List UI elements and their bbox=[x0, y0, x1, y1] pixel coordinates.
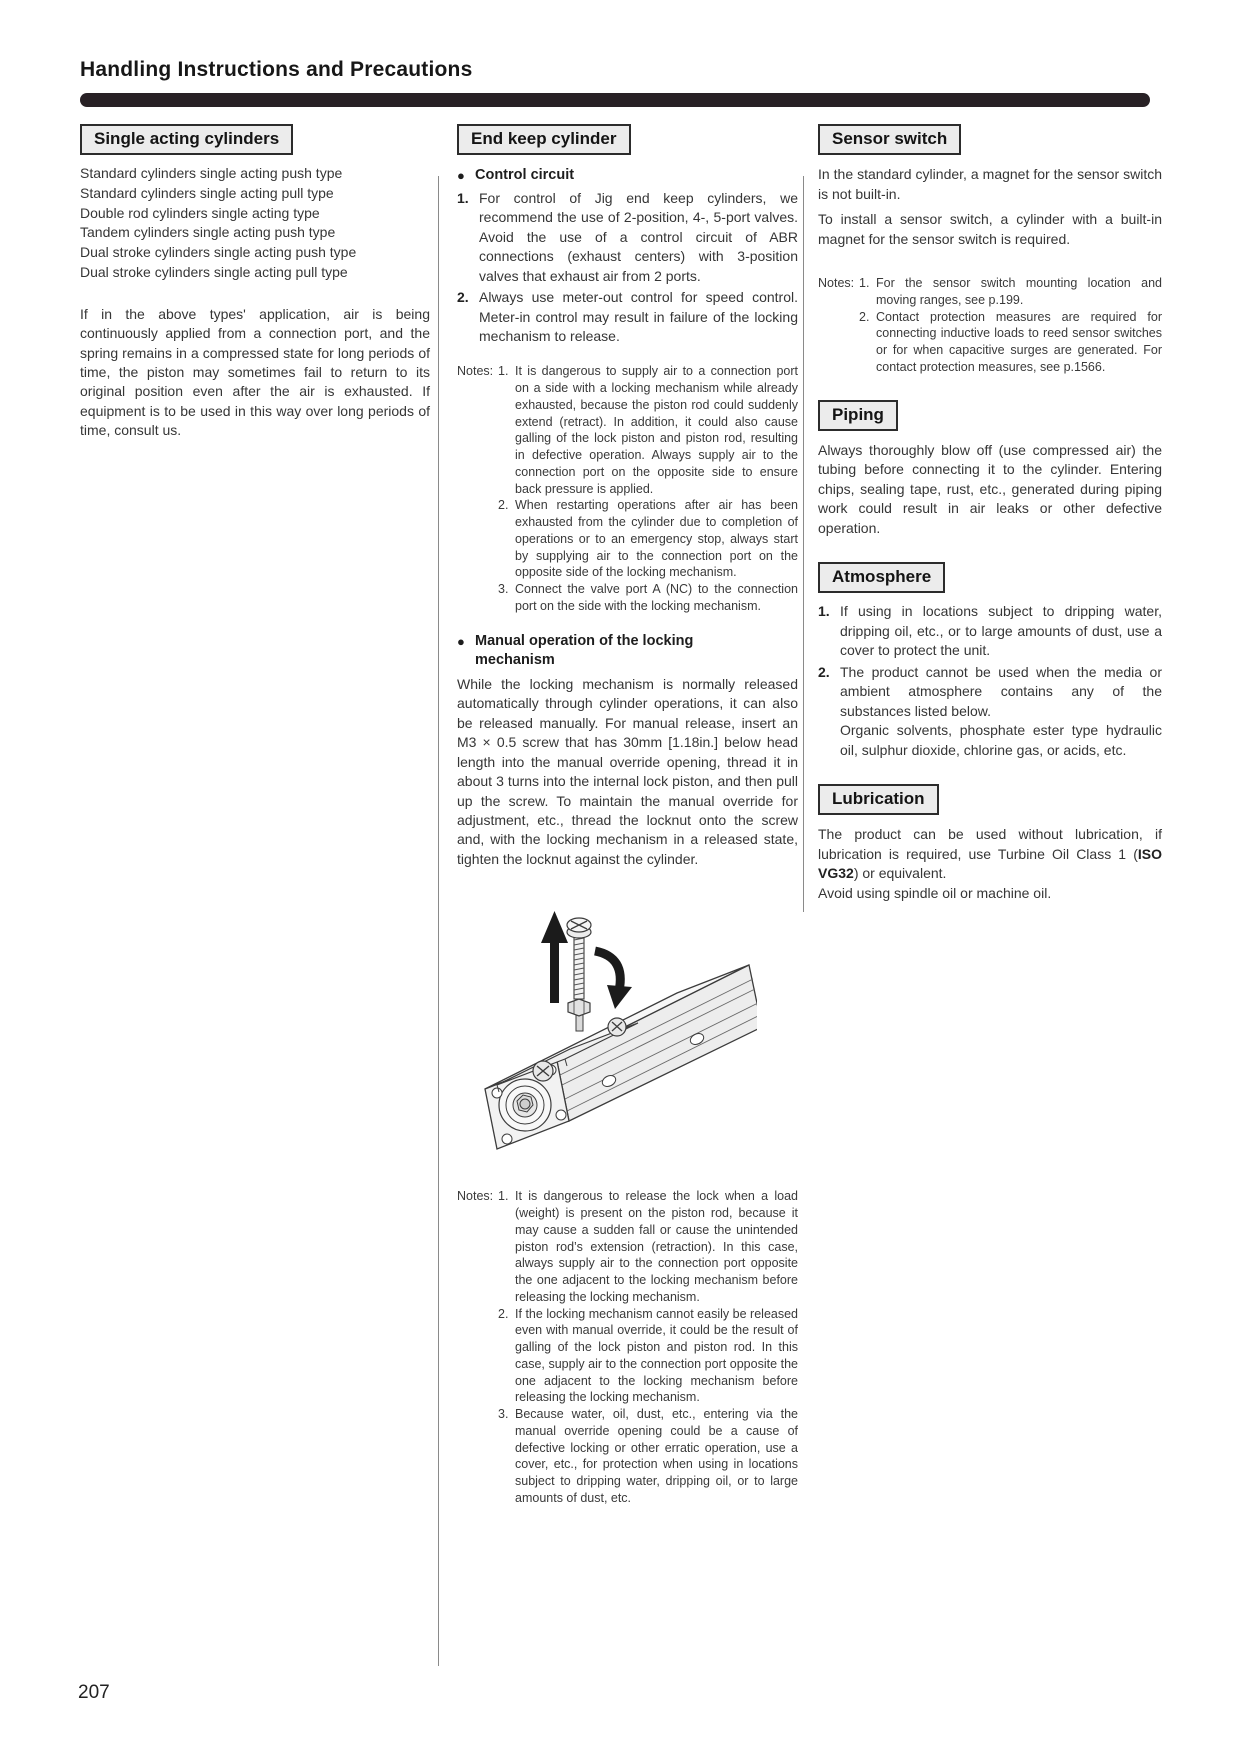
control-circuit-heading-text: Control circuit bbox=[475, 167, 575, 184]
sensor-switch-notes bbox=[818, 275, 1162, 376]
item-number: 2. bbox=[818, 663, 830, 680]
notes-items bbox=[498, 1188, 798, 1506]
notes-label: Notes: bbox=[457, 1189, 494, 1204]
sensor-switch-para1: In the standard cylinder, a magnet for the sensor switch is not built-in. bbox=[818, 166, 1162, 202]
note-item bbox=[498, 1188, 798, 1305]
item-number: 2. bbox=[457, 289, 469, 306]
note-number: 2. bbox=[498, 1306, 509, 1321]
note-text: Contact protection measures are required for connecting inductive loads to reed sensor switches or for when capacitive surges are generated. For contact protection measures, see p.1566. bbox=[876, 309, 1162, 374]
note-item bbox=[859, 309, 1162, 376]
atmosphere-substances: Organic solvents, phosphate ester type hydraulic oil, sulphur dioxide, chlorine gas, or acids, etc. bbox=[840, 722, 1162, 758]
atmosphere-item bbox=[818, 602, 1162, 660]
item-number: 1. bbox=[818, 603, 830, 620]
note-number: 2. bbox=[859, 309, 870, 324]
cylinder-drawing bbox=[457, 877, 757, 1177]
single-acting-paragraph: If in the above types' application, air is being continuously applied from a connection port, and the spring remains in a compressed state for long periods of time, the piston may sometimes fail to return to its original position even after the air is exhausted. If equipment is to be used in this way over long periods of time, consult us. bbox=[80, 305, 430, 439]
item-text: Always use meter-out control for speed control. Meter-in control may result in failure of the locking mechanism to release. bbox=[479, 289, 798, 344]
manual-operation-notes bbox=[457, 1188, 798, 1506]
note-number: 2. bbox=[498, 498, 509, 513]
section-header-atmosphere: Atmosphere bbox=[818, 562, 945, 593]
bullet-icon: ● bbox=[457, 168, 465, 184]
section-header-sensor-switch: Sensor switch bbox=[818, 124, 961, 155]
item-text: If using in locations subject to dripping water, dripping oil, etc., or to large amounts of dust, use a cover to protect the unit. bbox=[840, 603, 1162, 659]
column-end-keep bbox=[457, 124, 798, 1507]
page-number: 207 bbox=[78, 1682, 110, 1703]
column-divider-2 bbox=[803, 176, 804, 912]
note-text: When restarting operations after air has been exhausted from the cylinder due to completion of operations or to an emergency stop, always start by supplying air to the connection port on the opposite side of the locking mechanism. bbox=[515, 498, 798, 580]
column-divider-1 bbox=[438, 176, 439, 1666]
item-number: 1. bbox=[457, 189, 469, 206]
note-item bbox=[498, 363, 798, 497]
cylinder-type-item: Dual stroke cylinders single acting pull type bbox=[80, 263, 348, 280]
note-text: It is dangerous to release the lock when a load (weight) is present on the piston rod, because it may cause a sudden fall or cause the unintended piston rod’s extension (retraction). In this case, always supply air to the connection port opposite the one adjacent to the locking mechanism before releasing the locking mechanism. bbox=[515, 1189, 798, 1304]
end-keep-cylinder-illustration bbox=[457, 877, 798, 1182]
title-underline-bar bbox=[80, 93, 1150, 107]
pull-up-arrow-icon bbox=[541, 911, 568, 1003]
control-circuit-item bbox=[457, 288, 798, 346]
section-header-single-acting: Single acting cylinders bbox=[80, 124, 293, 155]
control-circuit-list bbox=[457, 189, 798, 347]
item-text: The product cannot be used when the media or ambient atmosphere contains any of the substances listed below. bbox=[840, 663, 1162, 719]
bullet-icon: ● bbox=[457, 633, 465, 649]
manual-operation-paragraph: While the locking mechanism is normally released automatically through cylinder operations, it can also be released manually. For manual release, insert an M3 × 0.5 screw that has 30mm [1.18in.] below head length into the manual override opening, thread it in about 3 turns into the internal lock piston, and then pull up the screw. To maintain the manual override for adjustment, etc., thread the locknut onto the screw and, with the locking mechanism in a released state, tighten the locknut against the cylinder. bbox=[457, 675, 798, 867]
note-text: Because water, oil, dust, etc., entering via the manual override opening could be a cause of defective locking or other erratic operation, use a cover, etc., for protection when using in locations subject to dripping water, dripping oil, or to large amounts of dust, etc. bbox=[515, 1407, 798, 1505]
cylinder-type-item: Standard cylinders single acting push type bbox=[80, 165, 343, 182]
cylinder-type-item: Standard cylinders single acting pull type bbox=[80, 184, 334, 201]
note-text: Connect the valve port A (NC) to the connection port on the side with the locking mechanism. bbox=[515, 582, 798, 613]
notes-label: Notes: bbox=[818, 276, 855, 291]
cylinder-type-item: Dual stroke cylinders single acting push type bbox=[80, 244, 357, 261]
note-number: 3. bbox=[498, 582, 509, 597]
atmosphere-list bbox=[818, 602, 1162, 721]
note-item bbox=[498, 581, 798, 615]
note-item bbox=[498, 1406, 798, 1507]
notes-items bbox=[859, 275, 1162, 376]
note-text: It is dangerous to supply air to a connection port on a side with a locking mechanism while already exhausted, because the piston rod could suddenly extend (retract). In addition, it could also cause galling of the lock piston and piston rod, resulting in defective operation. Always supply air to the connection port on the opposite side to ensure back pressure is applied. bbox=[515, 364, 798, 496]
piping-paragraph: Always thoroughly blow off (use compressed air) the tubing before connecting it to the cylinder. Entering chips, sealing tape, rust, etc., generated during piping work could result in air leaks or other defective operation. bbox=[818, 441, 1162, 536]
sensor-switch-para2: To install a sensor switch, a cylinder with a built-in magnet for the sensor switch is required. bbox=[818, 211, 1162, 247]
note-item bbox=[859, 275, 1162, 309]
notes-label: Notes: bbox=[457, 364, 494, 379]
manual-operation-heading-text: Manual operation of the locking mechanism bbox=[475, 632, 694, 669]
notes-items bbox=[498, 363, 798, 614]
cylinder-type-list bbox=[80, 164, 430, 282]
control-circuit-notes bbox=[457, 363, 798, 614]
lubrication-text: ) or equivalent. bbox=[853, 865, 947, 882]
note-item bbox=[498, 1306, 798, 1407]
lubrication-para1 bbox=[818, 825, 1162, 883]
cylinder-type-item: Tandem cylinders single acting push type bbox=[80, 224, 336, 241]
item-text: For control of Jig end keep cylinders, we recommend the use of 2-position, 4-, 5-port valves. Avoid the use of a control circuit of ABR connections (exhaust centers) with 3-position valves that exhaust air from 2 ports. bbox=[479, 189, 798, 284]
lubrication-text: The product can be used without lubrication, if lubrication is required, use Turbine Oil Class 1 ( bbox=[818, 826, 1162, 862]
section-header-lubrication: Lubrication bbox=[818, 784, 939, 815]
note-item bbox=[498, 497, 798, 581]
note-text: If the locking mechanism cannot easily be released even with manual override, it could be the result of galling of the lock piston and piston rod. In this case, supply air to the connection port opposite the one adjacent to the locking mechanism before releasing the locking mechanism. bbox=[515, 1306, 798, 1405]
column-sensor-switch bbox=[818, 124, 1162, 903]
control-circuit-heading bbox=[457, 166, 798, 186]
note-text: For the sensor switch mounting location and moving ranges, see p.199. bbox=[876, 276, 1162, 307]
note-number: 1. bbox=[498, 1189, 509, 1204]
control-circuit-item bbox=[457, 189, 798, 286]
column-single-acting bbox=[80, 124, 430, 441]
rotation-arrow-icon bbox=[595, 951, 632, 1009]
section-header-end-keep: End keep cylinder bbox=[457, 124, 631, 155]
cylinder-type-item: Double rod cylinders single acting type bbox=[80, 204, 320, 221]
manual-operation-heading bbox=[457, 632, 798, 671]
atmosphere-item bbox=[818, 663, 1162, 721]
lubrication-para2: Avoid using spindle oil or machine oil. bbox=[818, 884, 1052, 901]
note-number: 1. bbox=[498, 364, 509, 379]
page-title: Handling Instructions and Precautions bbox=[80, 58, 473, 81]
note-number: 3. bbox=[498, 1407, 509, 1422]
note-number: 1. bbox=[859, 276, 870, 291]
section-header-piping: Piping bbox=[818, 400, 898, 431]
lubrication-iso-grade: ISO VG32 bbox=[818, 845, 1162, 882]
